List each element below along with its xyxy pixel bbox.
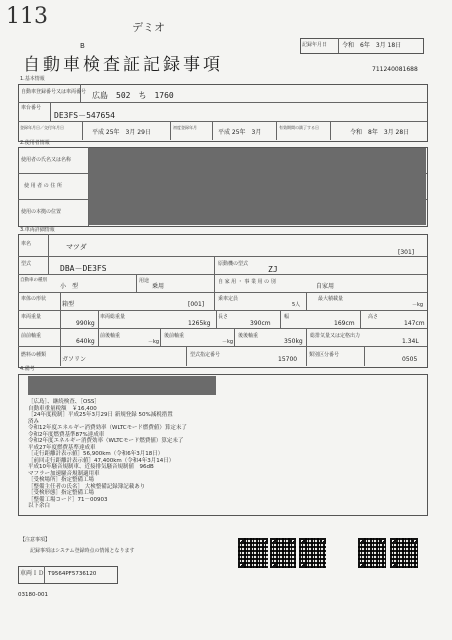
rr: 350kg [284, 338, 303, 345]
remarks-line: 平成27年度燃費基準達成車 [28, 444, 96, 451]
remarks-line: 自動車重量税額 ￥16,400 [28, 405, 97, 412]
max-load: －kg [412, 302, 424, 308]
redaction-remarks [28, 376, 216, 395]
sub-mark: B [80, 42, 85, 50]
model-label: 型式 [21, 261, 32, 267]
section-vehicle: 3.車両詳細情報 [20, 227, 55, 233]
displacement: 1.34L [402, 338, 419, 345]
expiry-date: 令和 8年 3月 28日 [350, 129, 410, 136]
caution-title: 【注意事項】 [20, 537, 51, 543]
maker: マツダ [66, 243, 87, 251]
rr-label: 後後軸重 [238, 333, 259, 339]
expiry-label: 有効期間の満了する日 [279, 125, 319, 130]
designation: 15700 [278, 356, 298, 363]
handwritten-number: 113 [6, 4, 48, 29]
remarks-line: マフラー加速騒音規制適用車 [28, 470, 100, 477]
remarks-line: 令和12年度エネルギー消費効率（WLTCモード燃費値）算定未了 [28, 425, 187, 431]
body-label: 車体の形状 [21, 296, 47, 302]
maker-code: [301] [398, 249, 415, 256]
chassis-label: 車台番号 [21, 105, 42, 111]
length: 390cm [250, 320, 271, 327]
rf-label: 後前軸重 [164, 333, 185, 339]
remarks-line: 令和2年度燃費基準87%達成車 [28, 431, 105, 438]
max-load-label: 最大積載量 [318, 296, 344, 302]
user-address-label: 使 用 者 の 住 所 [24, 183, 62, 189]
disp-label: 総排気量又は定格出力 [310, 333, 361, 339]
remarks-line: ［24年度税制］平成25年3月29日 新規登録 50%減税措置 [28, 412, 173, 418]
vehicle-id: T9564PF5736120 [48, 571, 97, 577]
weight: 990kg [76, 320, 95, 327]
capacity: 5人 [292, 302, 301, 308]
qr-code-1 [238, 538, 268, 568]
date-label: 記録年月日 [302, 42, 328, 48]
section-basic: 1.基本情報 [20, 76, 45, 82]
section-remarks: 4.備考 [20, 366, 35, 372]
remarks-line: ［受検場所］指定整備工場 [28, 477, 95, 483]
maker-label: 車名 [21, 241, 32, 247]
first-reg-label: 登録年月日／交付年月日 [20, 125, 64, 130]
kind: 小 型 [60, 283, 79, 290]
gross: 1265kg [188, 320, 211, 327]
remarks-line: ［前回走行距離計表示値］47,400km（令和4年3月14日） [28, 457, 175, 464]
qr-code-5 [390, 538, 418, 568]
height: 147cm [404, 320, 425, 327]
use: 乗用 [152, 283, 165, 290]
first-inspect: 平成 25年 3月 [218, 129, 262, 136]
rf: －kg [222, 339, 234, 345]
width: 169cm [334, 320, 355, 327]
footer-code: 03180-001 [18, 592, 48, 598]
engine-label: 原動機の型式 [218, 261, 249, 267]
caution-text: 記録事項はシステム登録時点の情報となります [30, 548, 135, 554]
first-inspect-label: 初度登録年月 [173, 125, 197, 130]
business: 自家用 [316, 283, 335, 290]
doc-number: 711240081688 [372, 66, 418, 73]
qr-code-2 [270, 538, 296, 568]
remarks-line: 以下余白 [28, 503, 51, 509]
class-label: 類別区分番号 [309, 352, 340, 358]
date-value: 令和 6年 3月 18日 [342, 42, 402, 49]
handwritten-note: デミオ [132, 21, 165, 34]
remarks-line: 令和2年度エネルギー消費効率（WLTCモード燃費値）算定未了 [28, 438, 184, 444]
width-label: 幅 [284, 314, 290, 320]
reg-no: 広島 502 ち 1760 [92, 91, 174, 100]
remarks-line: 済み [28, 418, 40, 425]
class-number: 0505 [402, 356, 418, 363]
remarks-line: 平成10年騒音規制車、近接排気騒音規制値 96dB [28, 464, 154, 470]
remarks-line: ［整備主任者の氏名］ 大検整備記録簿記載あり [28, 483, 146, 490]
designation-label: 型式指定番号 [190, 352, 221, 358]
remarks-line: ［広島］、継続検査、［OSS］ [28, 399, 100, 405]
use-label: 用途 [139, 278, 150, 284]
remarks-line: ［整備工場コード］71－00903 [28, 496, 108, 503]
remarks-line: ［走行距離計表示値］56,900km（令和6年3月18日） [28, 451, 164, 457]
business-label: 自 家 用 ・ 事 業 用 の 別 [218, 279, 276, 285]
weight-label: 車両重量 [21, 314, 42, 320]
section-user: 2.使用者情報 [20, 140, 50, 146]
height-label: 高さ [368, 314, 379, 320]
fuel: ガソリン [62, 356, 87, 363]
reg-no-label: 自動車登録番号又は車両番号 [21, 89, 87, 95]
capacity-label: 乗車定員 [218, 296, 239, 302]
length-label: 長さ [218, 314, 229, 320]
first-reg: 平成 25年 3月 29日 [92, 129, 151, 136]
qr-code-4 [358, 538, 386, 568]
body: 箱型 [62, 301, 75, 308]
body-code: [001] [188, 301, 205, 308]
model: DBA－DE3FS [60, 264, 107, 273]
user-base-label: 使用の本拠の位置 [21, 209, 62, 215]
remarks-line: ［受検形態］指定整備工場 [28, 490, 95, 496]
fr-label: 前後軸重 [100, 333, 121, 339]
redaction-user [89, 148, 426, 225]
qr-code-3 [299, 538, 326, 568]
vehicle-id-label: 車両ＩＤ [20, 570, 45, 577]
page-title: 自動車検査証記録事項 [23, 55, 223, 75]
engine: ZJ [268, 265, 278, 274]
ff-label: 前前軸重 [21, 333, 42, 339]
user-name-label: 使用者の氏名又は名称 [21, 157, 72, 163]
kind-label: 自動車の種別 [20, 278, 47, 283]
fr: －kg [148, 339, 160, 345]
ff: 640kg [76, 338, 95, 345]
gross-label: 車両総重量 [100, 314, 126, 320]
fuel-label: 燃料の種類 [21, 352, 47, 358]
chassis-number: DE3FS－547654 [54, 111, 115, 120]
